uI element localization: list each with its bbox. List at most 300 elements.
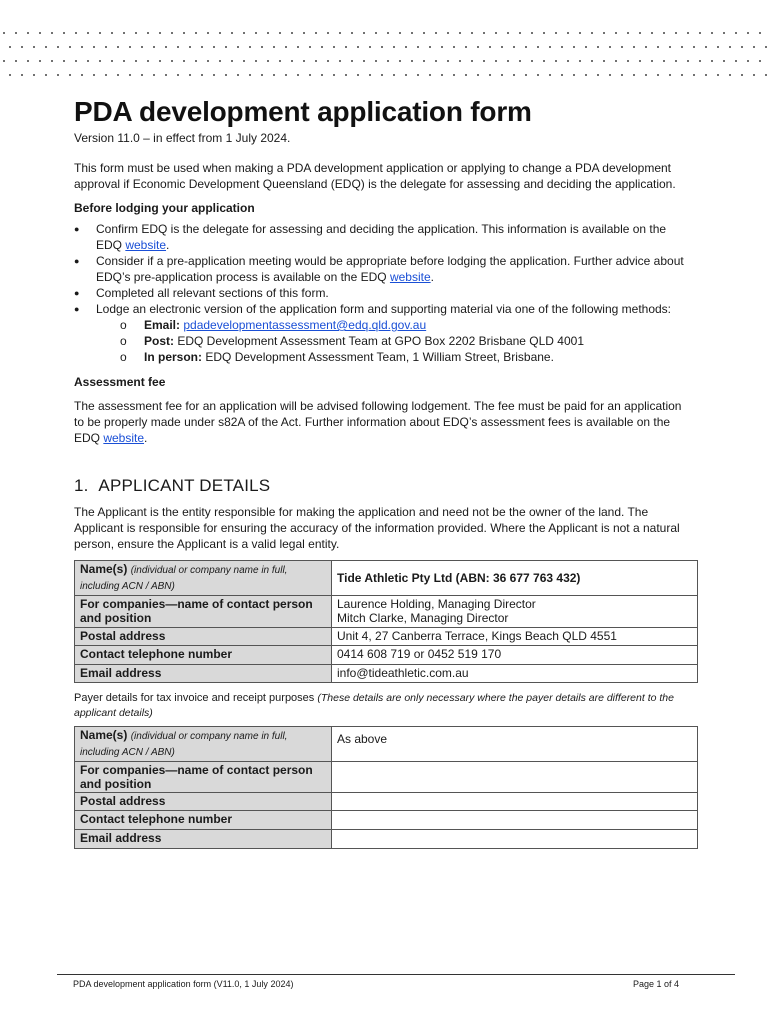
decorative-dot bbox=[333, 74, 335, 76]
decorative-dot bbox=[171, 32, 173, 34]
list-item: ● Lodge an electronic version of the application form and supporting material via one of the following methods: o Email: pdadevelopmentassessment@edq.qld.gov.au o Post: EDQ Development Assessment Team at GPO Box 2202 Brisbane QLD 4001 o In person: EDQ Development Assessment Team, 1 William Street, Brisbane. bbox=[74, 301, 694, 365]
decorative-dot bbox=[459, 60, 461, 62]
decorative-dot bbox=[111, 60, 113, 62]
decorative-dot bbox=[9, 74, 11, 76]
decorative-dot bbox=[393, 46, 395, 48]
decorative-dot bbox=[435, 32, 437, 34]
footer-divider bbox=[57, 974, 735, 975]
table-row bbox=[75, 793, 698, 811]
table-row bbox=[75, 727, 698, 762]
applicant-contact-label: For companies—name of contact person and position bbox=[75, 596, 332, 628]
decorative-dot bbox=[111, 32, 113, 34]
decorative-dot bbox=[237, 46, 239, 48]
decorative-dot bbox=[405, 46, 407, 48]
table-row bbox=[75, 830, 698, 849]
decorative-dot bbox=[153, 46, 155, 48]
decorative-dot bbox=[651, 32, 653, 34]
decorative-dot bbox=[591, 60, 593, 62]
table-row bbox=[75, 762, 698, 793]
decorative-dot bbox=[249, 74, 251, 76]
decorative-dot bbox=[489, 46, 491, 48]
payer-phone-label: Contact telephone number bbox=[75, 811, 332, 830]
decorative-dot bbox=[381, 46, 383, 48]
decorative-dot bbox=[345, 46, 347, 48]
decorative-dot bbox=[375, 32, 377, 34]
decorative-dot bbox=[225, 46, 227, 48]
decorative-dot bbox=[567, 32, 569, 34]
decorative-dot bbox=[297, 74, 299, 76]
decorative-dot bbox=[33, 74, 35, 76]
decorative-dot bbox=[57, 74, 59, 76]
decorative-dot bbox=[387, 32, 389, 34]
decorative-dot bbox=[105, 46, 107, 48]
decorative-dot bbox=[447, 60, 449, 62]
decorative-dot bbox=[711, 32, 713, 34]
decorative-dot bbox=[633, 46, 635, 48]
pre-application-website-link[interactable]: website bbox=[389, 270, 431, 284]
decorative-dot bbox=[321, 46, 323, 48]
decorative-dot bbox=[693, 74, 695, 76]
decorative-dot bbox=[645, 74, 647, 76]
decorative-dot bbox=[45, 74, 47, 76]
decorative-dot bbox=[399, 60, 401, 62]
method-email: o Email: pdadevelopmentassessment@edq.qld.gov.au bbox=[120, 318, 427, 332]
decorative-dot bbox=[57, 46, 59, 48]
payer-name-value[interactable]: As above bbox=[332, 727, 698, 762]
decorative-dot bbox=[717, 74, 719, 76]
decorative-dot bbox=[441, 46, 443, 48]
footer-page-number: Page 1 of 4 bbox=[633, 979, 680, 989]
decorative-dot bbox=[699, 60, 701, 62]
decorative-dot bbox=[453, 74, 455, 76]
payer-postal-label: Postal address bbox=[75, 793, 332, 811]
decorative-dot bbox=[117, 74, 119, 76]
decorative-dot bbox=[639, 60, 641, 62]
payer-contact-label: For companies—name of contact person and position bbox=[75, 762, 332, 793]
table-row bbox=[75, 628, 698, 646]
decorative-dot-pattern bbox=[0, 28, 770, 84]
decorative-dot bbox=[735, 32, 737, 34]
fee-website-link[interactable]: website bbox=[103, 431, 145, 445]
decorative-dot bbox=[249, 46, 251, 48]
decorative-dot bbox=[27, 32, 29, 34]
email-link[interactable]: pdadevelopmentassessment@edq.qld.gov.au bbox=[183, 318, 427, 332]
decorative-dot bbox=[51, 60, 53, 62]
decorative-dot bbox=[159, 32, 161, 34]
decorative-dot bbox=[417, 46, 419, 48]
payer-postal-value[interactable] bbox=[332, 793, 698, 811]
decorative-dot bbox=[729, 46, 731, 48]
applicant-email-label: Email address bbox=[75, 665, 332, 683]
decorative-dot bbox=[411, 60, 413, 62]
decorative-dot bbox=[579, 60, 581, 62]
decorative-dot bbox=[741, 46, 743, 48]
applicant-name-value[interactable]: Tide Athletic Pty Ltd (ABN: 36 677 763 432) bbox=[332, 561, 698, 596]
applicant-email-value[interactable]: info@tideathletic.com.au bbox=[332, 665, 698, 683]
table-row bbox=[75, 811, 698, 830]
decorative-dot bbox=[537, 74, 539, 76]
decorative-dot bbox=[315, 60, 317, 62]
decorative-dot bbox=[723, 32, 725, 34]
decorative-dot bbox=[273, 46, 275, 48]
decorative-dot bbox=[369, 74, 371, 76]
decorative-dot bbox=[183, 60, 185, 62]
decorative-dot bbox=[267, 32, 269, 34]
decorative-dot bbox=[513, 46, 515, 48]
decorative-dot bbox=[45, 46, 47, 48]
decorative-dot bbox=[219, 60, 221, 62]
decorative-dot bbox=[657, 74, 659, 76]
decorative-dot bbox=[549, 74, 551, 76]
decorative-dot bbox=[135, 32, 137, 34]
applicant-phone-label: Contact telephone number bbox=[75, 646, 332, 665]
decorative-dot bbox=[669, 46, 671, 48]
decorative-dot bbox=[69, 74, 71, 76]
decorative-dot bbox=[747, 60, 749, 62]
decorative-dot bbox=[15, 60, 17, 62]
decorative-dot bbox=[759, 32, 761, 34]
decorative-dot bbox=[585, 74, 587, 76]
decorative-dot bbox=[693, 46, 695, 48]
decorative-dot bbox=[735, 60, 737, 62]
payer-phone-value[interactable] bbox=[332, 811, 698, 830]
decorative-dot bbox=[177, 46, 179, 48]
decorative-dot bbox=[15, 32, 17, 34]
decorative-dot bbox=[207, 60, 209, 62]
decorative-dot bbox=[609, 46, 611, 48]
method-post: o Post: EDQ Development Assessment Team at GPO Box 2202 Brisbane QLD 4001 bbox=[120, 334, 584, 348]
decorative-dot bbox=[189, 74, 191, 76]
decorative-dot bbox=[69, 46, 71, 48]
decorative-dot bbox=[243, 60, 245, 62]
page-title: PDA development application form bbox=[74, 96, 532, 127]
decorative-dot bbox=[609, 74, 611, 76]
decorative-dot bbox=[585, 46, 587, 48]
decorative-dot bbox=[87, 60, 89, 62]
decorative-dot bbox=[201, 46, 203, 48]
decorative-dot bbox=[399, 32, 401, 34]
decorative-dot bbox=[291, 60, 293, 62]
decorative-dot bbox=[339, 60, 341, 62]
edq-website-link[interactable]: website bbox=[125, 238, 167, 252]
decorative-dot bbox=[303, 32, 305, 34]
decorative-dot bbox=[141, 74, 143, 76]
decorative-dot bbox=[597, 74, 599, 76]
decorative-dot bbox=[429, 74, 431, 76]
decorative-dot bbox=[81, 74, 83, 76]
payer-email-label: Email address bbox=[75, 830, 332, 849]
decorative-dot bbox=[519, 32, 521, 34]
version-line: Version 11.0 – in effect from 1 July 2024. bbox=[74, 131, 291, 145]
decorative-dot bbox=[243, 32, 245, 34]
assessment-fee-paragraph: The assessment fee for an application will be advised following lodgement. The fee must be paid for an application to be properly made under s82A of the Act. Further information about EDQ’s assessment fees is available on the EDQ website. bbox=[74, 399, 682, 445]
decorative-dot bbox=[165, 46, 167, 48]
decorative-dot bbox=[663, 60, 665, 62]
decorative-dot bbox=[117, 46, 119, 48]
decorative-dot bbox=[351, 60, 353, 62]
decorative-dot bbox=[537, 46, 539, 48]
decorative-dot bbox=[621, 46, 623, 48]
decorative-dot bbox=[633, 74, 635, 76]
decorative-dot bbox=[429, 46, 431, 48]
decorative-dot bbox=[213, 74, 215, 76]
decorative-dot bbox=[411, 32, 413, 34]
decorative-dot bbox=[387, 60, 389, 62]
applicant-postal-value[interactable]: Unit 4, 27 Canberra Terrace, Kings Beach QLD 4551 bbox=[332, 628, 698, 646]
applicant-intro: The Applicant is the entity responsible for making the application and need not be the owner of the land. The Applicant is responsible for ensuring the accuracy of the information provided. Where the Applicant is not a natural person, ensure the Applicant is a valid legal entity. bbox=[74, 505, 680, 551]
decorative-dot bbox=[477, 46, 479, 48]
decorative-dot bbox=[417, 74, 419, 76]
payer-contact-value[interactable] bbox=[332, 762, 698, 793]
decorative-dot bbox=[741, 74, 743, 76]
decorative-dot bbox=[543, 60, 545, 62]
decorative-dot bbox=[483, 32, 485, 34]
decorative-dot bbox=[147, 32, 149, 34]
decorative-dot bbox=[459, 32, 461, 34]
decorative-dot bbox=[309, 46, 311, 48]
decorative-dot bbox=[189, 46, 191, 48]
decorative-dot bbox=[363, 60, 365, 62]
before-lodging-list bbox=[74, 221, 694, 365]
decorative-dot bbox=[261, 74, 263, 76]
decorative-dot bbox=[405, 74, 407, 76]
decorative-dot bbox=[207, 32, 209, 34]
applicant-phone-value[interactable]: 0414 608 719 or 0452 519 170 bbox=[332, 646, 698, 665]
decorative-dot bbox=[153, 74, 155, 76]
decorative-dot bbox=[75, 32, 77, 34]
decorative-dot bbox=[687, 32, 689, 34]
decorative-dot bbox=[393, 74, 395, 76]
decorative-dot bbox=[465, 46, 467, 48]
decorative-dot bbox=[615, 60, 617, 62]
decorative-dot bbox=[39, 32, 41, 34]
decorative-dot bbox=[507, 60, 509, 62]
payer-intro: Payer details for tax invoice and receipt purposes (These details are only necessary where the payer details are different to the applicant details) bbox=[74, 692, 674, 719]
decorative-dot bbox=[483, 60, 485, 62]
decorative-dot bbox=[447, 32, 449, 34]
decorative-dot bbox=[195, 32, 197, 34]
decorative-dot bbox=[327, 32, 329, 34]
decorative-dot bbox=[177, 74, 179, 76]
decorative-dot bbox=[561, 74, 563, 76]
decorative-dot bbox=[51, 32, 53, 34]
decorative-dot bbox=[21, 74, 23, 76]
decorative-dot bbox=[99, 32, 101, 34]
decorative-dot bbox=[465, 74, 467, 76]
decorative-dot bbox=[261, 46, 263, 48]
decorative-dot bbox=[597, 46, 599, 48]
list-item: ● Completed all relevant sections of this form. bbox=[74, 285, 694, 301]
decorative-dot bbox=[165, 74, 167, 76]
decorative-dot bbox=[75, 60, 77, 62]
decorative-dot bbox=[201, 74, 203, 76]
payer-name-label: Name(s) (individual or company name in full, including ACN / ABN) bbox=[75, 727, 332, 762]
decorative-dot bbox=[573, 74, 575, 76]
decorative-dot bbox=[291, 32, 293, 34]
decorative-dot bbox=[255, 32, 257, 34]
lodgement-methods bbox=[120, 317, 694, 365]
decorative-dot bbox=[315, 32, 317, 34]
decorative-dot bbox=[603, 60, 605, 62]
decorative-dot bbox=[699, 32, 701, 34]
assessment-fee-heading: Assessment fee bbox=[74, 375, 166, 389]
decorative-dot bbox=[729, 74, 731, 76]
footer-document-title: PDA development application form (V11.0, 1 July 2024) bbox=[73, 979, 294, 989]
payer-email-value[interactable] bbox=[332, 830, 698, 849]
decorative-dot bbox=[81, 46, 83, 48]
decorative-dot bbox=[627, 60, 629, 62]
decorative-dot bbox=[711, 60, 713, 62]
decorative-dot bbox=[591, 32, 593, 34]
decorative-dot bbox=[675, 32, 677, 34]
decorative-dot bbox=[543, 32, 545, 34]
decorative-dot bbox=[489, 74, 491, 76]
decorative-dot bbox=[663, 32, 665, 34]
table-row bbox=[75, 646, 698, 665]
decorative-dot bbox=[123, 60, 125, 62]
decorative-dot bbox=[321, 74, 323, 76]
decorative-dot bbox=[225, 74, 227, 76]
before-lodging-heading: Before lodging your application bbox=[74, 201, 255, 215]
decorative-dot bbox=[297, 46, 299, 48]
decorative-dot bbox=[435, 60, 437, 62]
decorative-dot bbox=[513, 74, 515, 76]
decorative-dot bbox=[327, 60, 329, 62]
decorative-dot bbox=[369, 46, 371, 48]
decorative-dot bbox=[141, 46, 143, 48]
decorative-dot bbox=[753, 74, 755, 76]
decorative-dot bbox=[525, 74, 527, 76]
decorative-dot bbox=[273, 74, 275, 76]
decorative-dot bbox=[147, 60, 149, 62]
decorative-dot bbox=[159, 60, 161, 62]
decorative-dot bbox=[345, 74, 347, 76]
decorative-dot bbox=[357, 46, 359, 48]
decorative-dot bbox=[495, 32, 497, 34]
decorative-dot bbox=[303, 60, 305, 62]
applicant-name-label: Name(s) (individual or company name in full, including ACN / ABN) bbox=[75, 561, 332, 596]
decorative-dot bbox=[627, 32, 629, 34]
decorative-dot bbox=[3, 60, 5, 62]
decorative-dot bbox=[213, 46, 215, 48]
decorative-dot bbox=[717, 46, 719, 48]
decorative-dot bbox=[555, 32, 557, 34]
decorative-dot bbox=[573, 46, 575, 48]
decorative-dot bbox=[363, 32, 365, 34]
decorative-dot bbox=[621, 74, 623, 76]
table-row bbox=[75, 665, 698, 683]
decorative-dot bbox=[555, 60, 557, 62]
decorative-dot bbox=[357, 74, 359, 76]
decorative-dot bbox=[309, 74, 311, 76]
decorative-dot bbox=[195, 60, 197, 62]
decorative-dot bbox=[651, 60, 653, 62]
decorative-dot bbox=[237, 74, 239, 76]
decorative-dot bbox=[657, 46, 659, 48]
decorative-dot bbox=[765, 74, 767, 76]
decorative-dot bbox=[279, 32, 281, 34]
decorative-dot bbox=[723, 60, 725, 62]
decorative-dot bbox=[423, 32, 425, 34]
decorative-dot bbox=[93, 74, 95, 76]
decorative-dot bbox=[639, 32, 641, 34]
decorative-dot bbox=[63, 32, 65, 34]
decorative-dot bbox=[765, 46, 767, 48]
decorative-dot bbox=[561, 46, 563, 48]
decorative-dot bbox=[501, 74, 503, 76]
decorative-dot bbox=[87, 32, 89, 34]
decorative-dot bbox=[495, 60, 497, 62]
decorative-dot bbox=[3, 32, 5, 34]
decorative-dot bbox=[531, 32, 533, 34]
decorative-dot bbox=[231, 32, 233, 34]
decorative-dot bbox=[747, 32, 749, 34]
applicant-postal-label: Postal address bbox=[75, 628, 332, 646]
decorative-dot bbox=[267, 60, 269, 62]
decorative-dot bbox=[549, 46, 551, 48]
intro-paragraph: This form must be used when making a PDA development application or applying to change a PDA development approval if Economic Development Queensland (EDQ) is the delegate for assessing and deciding the application. bbox=[74, 161, 676, 191]
decorative-dot bbox=[9, 46, 11, 48]
decorative-dot bbox=[27, 60, 29, 62]
decorative-dot bbox=[507, 32, 509, 34]
decorative-dot bbox=[759, 60, 761, 62]
decorative-dot bbox=[681, 74, 683, 76]
decorative-dot bbox=[63, 60, 65, 62]
decorative-dot bbox=[525, 46, 527, 48]
decorative-dot bbox=[99, 60, 101, 62]
decorative-dot bbox=[681, 46, 683, 48]
decorative-dot bbox=[501, 46, 503, 48]
method-in-person: o In person: EDQ Development Assessment Team, 1 William Street, Brisbane. bbox=[120, 350, 554, 364]
decorative-dot bbox=[381, 74, 383, 76]
decorative-dot bbox=[519, 60, 521, 62]
decorative-dot bbox=[255, 60, 257, 62]
decorative-dot bbox=[351, 32, 353, 34]
decorative-dot bbox=[21, 46, 23, 48]
decorative-dot bbox=[219, 32, 221, 34]
list-item: ● Consider if a pre-application meeting would be appropriate before lodging the application. Further advice about EDQ’s pre-application process is available on the EDQ website. bbox=[74, 253, 694, 285]
decorative-dot bbox=[375, 60, 377, 62]
decorative-dot bbox=[567, 60, 569, 62]
decorative-dot bbox=[705, 46, 707, 48]
decorative-dot bbox=[285, 74, 287, 76]
page-content bbox=[74, 96, 694, 849]
table-row bbox=[75, 561, 698, 596]
decorative-dot bbox=[129, 46, 131, 48]
decorative-dot bbox=[705, 74, 707, 76]
decorative-dot bbox=[333, 46, 335, 48]
decorative-dot bbox=[579, 32, 581, 34]
decorative-dot bbox=[129, 74, 131, 76]
decorative-dot bbox=[453, 46, 455, 48]
decorative-dot bbox=[285, 46, 287, 48]
payer-details-table bbox=[74, 726, 698, 849]
decorative-dot bbox=[471, 32, 473, 34]
section-applicant-details-heading: 1. APPLICANT DETAILS bbox=[74, 476, 271, 495]
decorative-dot bbox=[135, 60, 137, 62]
list-item: ● Confirm EDQ is the delegate for assessing and deciding the application. This information is available on the EDQ website. bbox=[74, 221, 694, 253]
decorative-dot bbox=[441, 74, 443, 76]
decorative-dot bbox=[279, 60, 281, 62]
decorative-dot bbox=[753, 46, 755, 48]
decorative-dot bbox=[615, 32, 617, 34]
decorative-dot bbox=[477, 74, 479, 76]
decorative-dot bbox=[123, 32, 125, 34]
table-row bbox=[75, 596, 698, 628]
applicant-contact-value[interactable]: Laurence Holding, Managing Director Mitch Clarke, Managing Director bbox=[332, 596, 698, 628]
decorative-dot bbox=[669, 74, 671, 76]
decorative-dot bbox=[231, 60, 233, 62]
